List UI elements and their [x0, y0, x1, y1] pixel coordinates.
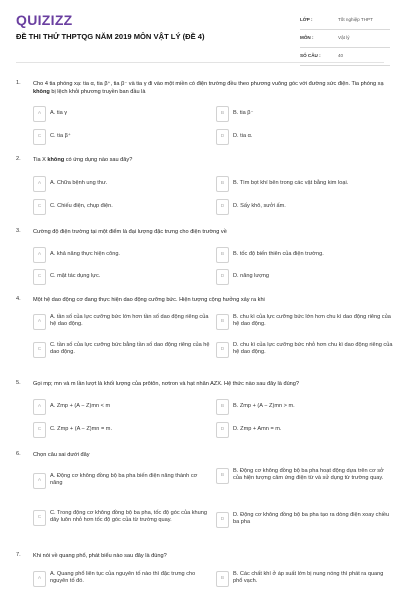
option-letter: D — [216, 512, 229, 528]
header — [0, 0, 400, 62]
option-letter: A — [33, 176, 46, 192]
option-text: C. tia β⁺ — [50, 133, 71, 139]
option-text: A. Chữa bệnh ung thư. — [50, 180, 108, 186]
option-letter: C — [33, 510, 46, 526]
option-letter: A — [33, 571, 46, 587]
question-text — [33, 228, 388, 236]
meta-row-count — [300, 50, 390, 66]
meta-row-subject — [300, 32, 390, 48]
option-letter: B — [216, 247, 229, 263]
question-text — [33, 296, 388, 304]
question-number: 4. — [16, 296, 21, 302]
option-letter: D — [216, 129, 229, 145]
option-text: C. Trong động cơ không đồng bộ ba pha, tốc độ góc của khung dây luôn nhỏ hơn tốc độ góc của từ trường quay. — [50, 510, 207, 524]
page-title: ĐỀ THI THỬ THPTQG NĂM 2019 MÔN VẬT LÝ (ĐỀ 4) — [16, 32, 205, 41]
option-letter: C — [33, 422, 46, 438]
option-letter: B — [216, 468, 229, 484]
option-text: B. Zmp + (A − Z)mn > m. — [233, 403, 295, 409]
option-text: B. tia β⁻ — [233, 110, 254, 116]
meta-value: Vật lý — [338, 35, 350, 40]
question-text — [33, 80, 388, 96]
option-text: D. chu kì của lực cưỡng bức nhỏ hơn chu kì dao động riêng của hệ dao động. — [233, 342, 393, 356]
question-text-part: Cho 4 tia phóng xạ: tia α, tia β⁺, tia β⁻ và tia γ đi vào một miền có điện trường đều theo phương vuông góc với đường sức điện. Tia phóng xạ — [33, 81, 384, 87]
question-text-part: có ứng dụng nào sau đây? — [64, 157, 133, 163]
option-text: A. Động cơ không đồng bộ ba pha biến điện năng thành cơ năng — [50, 473, 198, 487]
question-number: 5. — [16, 380, 21, 386]
question-text: Khi nói về quang phổ, phát biểu nào sau đây là đúng? — [33, 553, 167, 559]
question-text-part: Tia X — [33, 157, 48, 163]
option-text: A. Quang phổ liên tục của nguyên tố nào thì đặc trưng cho nguyên tố đó. — [50, 571, 196, 585]
meta-label: LỚP : — [300, 17, 313, 22]
header-divider — [16, 62, 384, 63]
question-text: Gọi mp; mn và m lần lượt là khối lượng của prôtôn, nơtron và hạt nhân AZX. Hệ thức nào sau đây là đúng? — [33, 381, 300, 387]
option-text: B. Động cơ không đồng bộ ba pha hoạt động dựa trên cơ sở của hiện tượng cảm ứng điện từ và sử dụng từ trường quay. — [233, 468, 384, 482]
option-letter: D — [216, 342, 229, 358]
option-letter: D — [216, 422, 229, 438]
option-letter: D — [216, 269, 229, 285]
option-text: D. Sấy khô, sưởi ấm. — [233, 203, 286, 209]
option-text: C. Zmp + (A − Z)mn = m. — [50, 426, 113, 432]
option-letter: C — [33, 129, 46, 145]
option-text: A. tần số của lực cưỡng bức lớn hơn tần số dao động riêng của hệ dao động. — [50, 314, 209, 328]
question-text-part: Một hệ dao động cơ đang thực hiện dao động cưỡng bức. Hiện tượng cộng hưởng xảy ra khi — [33, 297, 265, 303]
option-text: B. chu kì của lực cưỡng bức lớn hơn chu kì dao động riêng của hệ dao động. — [233, 314, 391, 328]
option-text: C. mặt tác dụng lực. — [50, 273, 101, 279]
option-letter: B — [216, 176, 229, 192]
option-text: A. tia γ — [50, 110, 68, 116]
question-text: Chọn câu sai dưới đây — [33, 452, 90, 458]
option-text: C. Chiếu điện, chụp điện. — [50, 203, 113, 209]
option-text: C. tần số của lực cưỡng bức bằng tần số dao động riêng của hệ dao động. — [50, 342, 210, 356]
option-letter: A — [33, 106, 46, 122]
option-text: D. Zmp + Amn = m. — [233, 426, 282, 432]
option-letter: A — [33, 473, 46, 489]
meta-label: SỐ CÂU : — [300, 53, 321, 58]
option-letter: A — [33, 247, 46, 263]
question-text — [33, 156, 388, 164]
question-text-emphasis: không — [33, 89, 50, 95]
option-letter: C — [33, 269, 46, 285]
meta-value: 40 — [338, 53, 344, 58]
option-letter: C — [33, 199, 46, 215]
question-text-emphasis: không — [47, 157, 65, 163]
question-number: 6. — [16, 451, 21, 457]
option-text: D. năng lượng — [233, 273, 270, 279]
option-letter: B — [216, 106, 229, 122]
question-number: 1. — [16, 80, 21, 86]
question-text-part: bị lệch khỏi phương truyền ban đầu là — [49, 89, 146, 95]
option-letter: A — [33, 399, 46, 415]
meta-row-class — [300, 14, 390, 30]
option-letter: B — [216, 314, 229, 330]
option-letter: C — [33, 342, 46, 358]
question-number: 7. — [16, 552, 21, 558]
option-text: B. Các chất khí ở áp suất lớn bị nung nóng thì phát ra quang phổ vạch. — [233, 571, 384, 585]
option-letter: D — [216, 199, 229, 215]
meta-value: Tốt nghiệp THPT — [338, 17, 373, 22]
question-number: 2. — [16, 156, 21, 162]
option-text: A. Zmp + (A − Z)mn < m — [50, 403, 111, 409]
option-letter: B — [216, 399, 229, 415]
option-text: B. tốc độ biến thiên của điện trường. — [233, 251, 324, 257]
option-text: D. Động cơ không đồng bộ ba pha tạo ra dòng điện xoay chiều ba pha — [233, 512, 390, 526]
meta-label: MÔN : — [300, 35, 314, 40]
option-text: A. khả năng thực hiện công. — [50, 251, 120, 257]
quizizz-logo: QUIZIZZ — [16, 12, 73, 28]
option-letter: A — [33, 314, 46, 330]
question-number: 3. — [16, 228, 21, 234]
meta-table — [300, 14, 390, 68]
option-text: D. tia α. — [233, 133, 253, 139]
option-letter: B — [216, 571, 229, 587]
question-text-part: Cường độ điện trường tại một điểm là đại lượng đặc trưng cho điện trường về — [33, 229, 227, 235]
option-text: B. Tìm bọt khí bên trong các vật bằng kim loại. — [233, 180, 349, 186]
